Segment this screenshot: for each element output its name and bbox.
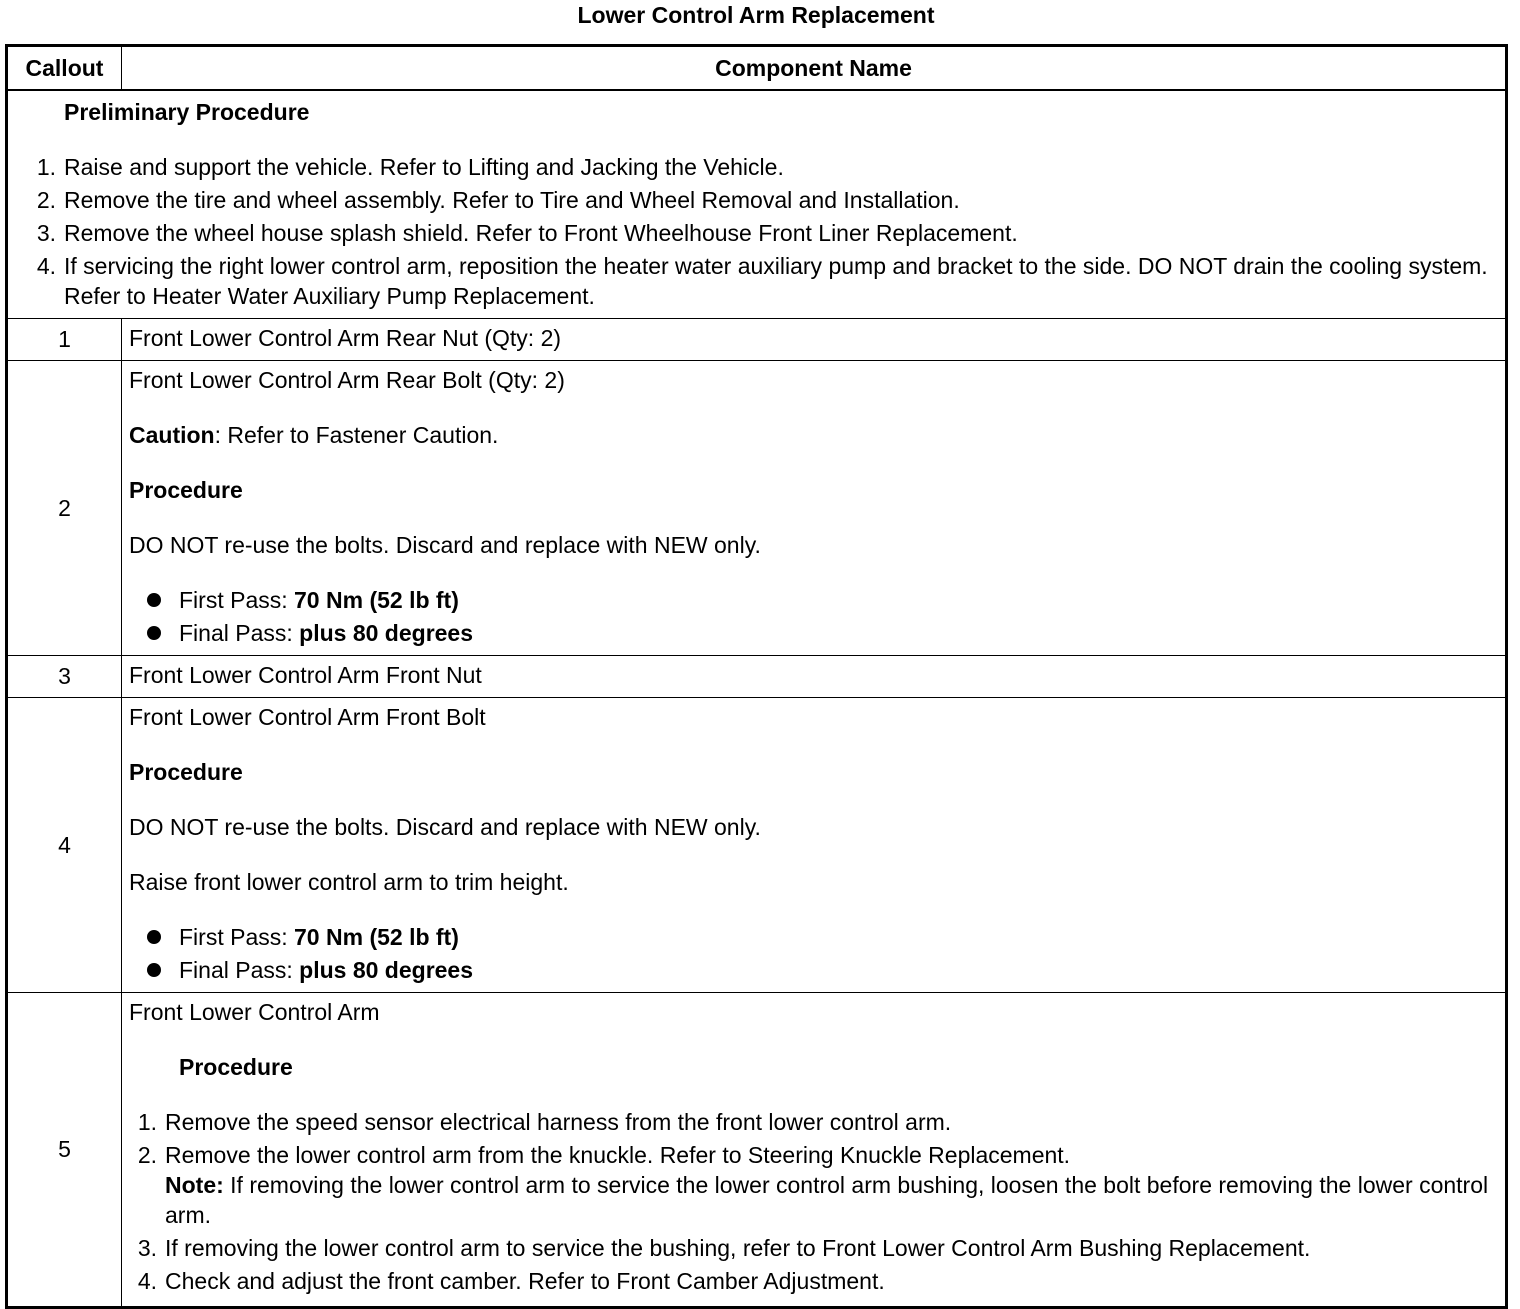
table-row: [7, 361, 1507, 656]
list-item: Final Pass: plus 80 degrees: [145, 618, 1497, 648]
page-title: Lower Control Arm Replacement: [577, 2, 935, 28]
callout-cell: 2: [7, 361, 122, 656]
bullet-icon: [147, 930, 161, 944]
preliminary-steps: [28, 152, 1493, 311]
procedure-steps: [129, 1107, 1497, 1296]
list-item: 1. Remove the speed sensor electrical harness from the front lower control arm.: [137, 1109, 952, 1135]
procedure-heading: Procedure: [129, 759, 243, 785]
preliminary-heading: Preliminary Procedure: [64, 99, 310, 125]
callout-cell: 1: [7, 319, 122, 361]
procedure-table: [5, 44, 1508, 1309]
procedure-note: DO NOT re-use the bolts. Discard and replace with NEW only.: [129, 532, 761, 558]
table-row: [7, 993, 1507, 1308]
bullet-icon: [147, 593, 161, 607]
component-cell: [122, 319, 1507, 361]
component-name: Front Lower Control Arm Front Bolt: [129, 704, 486, 730]
list-item: Final Pass: plus 80 degrees: [145, 955, 1497, 985]
procedure-heading: Procedure: [129, 477, 243, 503]
list-item: 4. If servicing the right lower control arm, reposition the heater water auxiliary pump and bracket to the side. DO NOT drain the cooling system. Refer to Heater Water Auxiliary Pump Replacement.: [36, 253, 1488, 309]
table-row: [7, 656, 1507, 698]
list-item: 3. If removing the lower control arm to service the bushing, refer to Front Lower Control Arm Bushing Replacement.: [137, 1235, 1311, 1261]
callout-cell: 3: [7, 656, 122, 698]
table-row: [7, 319, 1507, 361]
component-cell: [122, 993, 1507, 1308]
table-row: [7, 698, 1507, 993]
procedure-note: Raise front lower control arm to trim height.: [129, 869, 569, 895]
preliminary-cell: [7, 90, 1507, 319]
bullet-icon: [147, 626, 161, 640]
component-name: Front Lower Control Arm: [129, 999, 380, 1025]
procedure-heading: Procedure: [179, 1054, 293, 1080]
list-item: First Pass: 70 Nm (52 lb ft): [145, 585, 1497, 615]
table-header-row: [7, 46, 1507, 91]
callout-header: Callout: [7, 46, 122, 91]
list-item: 1. Raise and support the vehicle. Refer to Lifting and Jacking the Vehicle.: [36, 154, 784, 180]
list-item: 2. Remove the lower control arm from the knuckle. Refer to Steering Knuckle Replacement. Note: If removing the lower control arm to service the lower control arm bushing, loosen the bolt before removing the lower control arm.: [137, 1142, 1489, 1228]
list-item: 3. Remove the wheel house splash shield. Refer to Front Wheelhouse Front Liner Replacement.: [36, 220, 1018, 246]
list-item: 4. Check and adjust the front camber. Refer to Front Camber Adjustment.: [137, 1268, 885, 1294]
caution-label: Caution: [129, 422, 215, 448]
callout-cell: 4: [7, 698, 122, 993]
component-name: Front Lower Control Arm Front Nut: [129, 662, 482, 688]
component-cell: [122, 698, 1507, 993]
torque-list: [129, 585, 1497, 648]
note-label: Note:: [165, 1172, 224, 1198]
procedure-note: DO NOT re-use the bolts. Discard and replace with NEW only.: [129, 814, 761, 840]
component-cell: [122, 361, 1507, 656]
callout-cell: 5: [7, 993, 122, 1308]
component-name: Front Lower Control Arm Rear Nut (Qty: 2): [129, 325, 562, 351]
caution-line: Caution: Refer to Fastener Caution.: [129, 422, 499, 448]
component-cell: [122, 656, 1507, 698]
component-name: Front Lower Control Arm Rear Bolt (Qty: 2): [129, 367, 565, 393]
bullet-icon: [147, 963, 161, 977]
preliminary-row: [7, 90, 1507, 319]
torque-list: [129, 922, 1497, 985]
component-name-header: Component Name: [122, 46, 1507, 91]
list-item: 2. Remove the tire and wheel assembly. Refer to Tire and Wheel Removal and Installation.: [36, 187, 960, 213]
list-item: First Pass: 70 Nm (52 lb ft): [145, 922, 1497, 952]
